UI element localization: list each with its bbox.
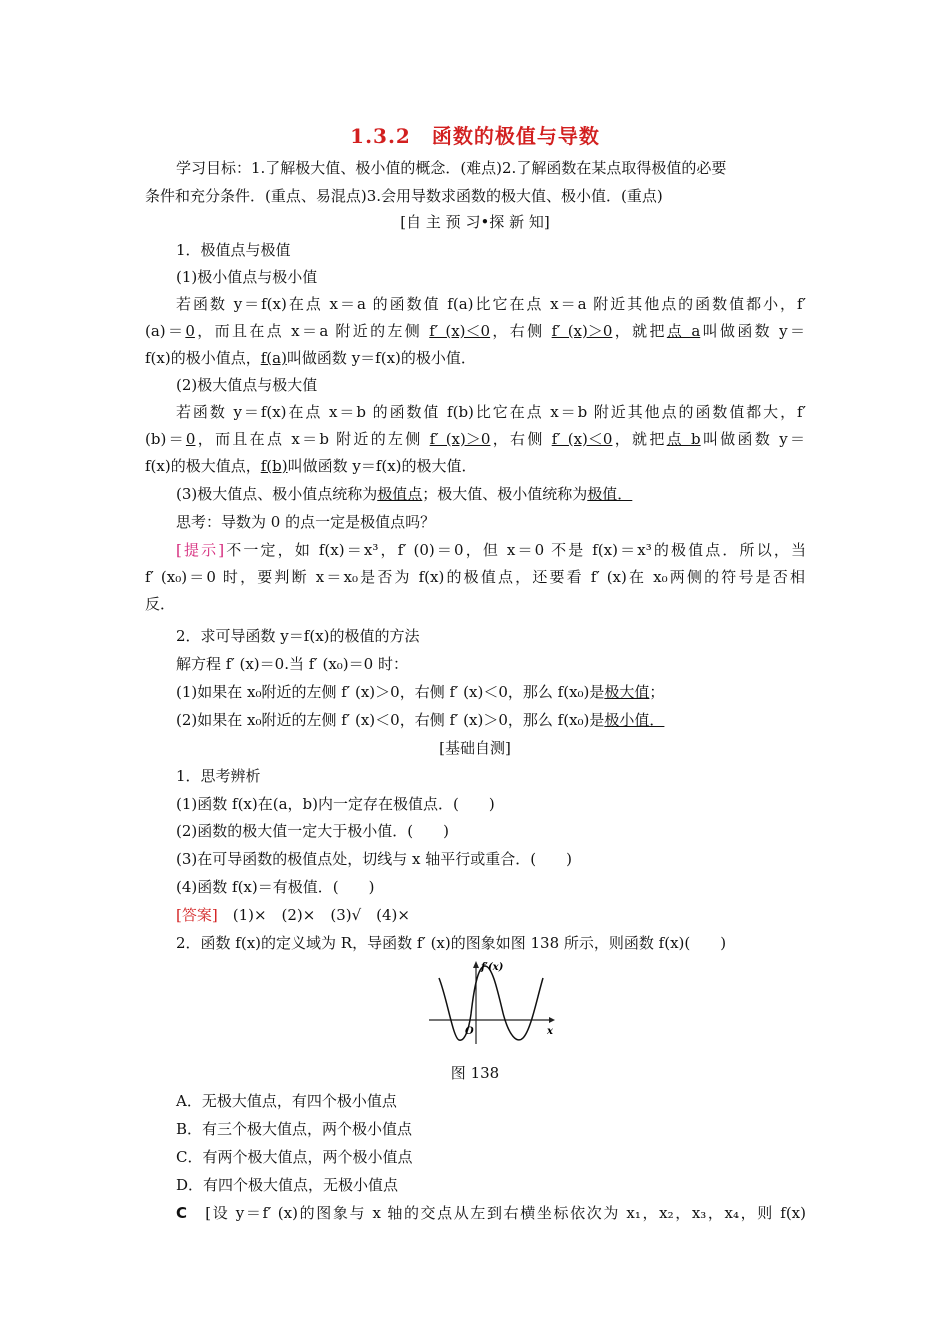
- section-title: 1.3.2 函数的极值与导数: [350, 124, 600, 148]
- point-3-line: (3)极大值点、极小值点统称为极值点；极大值、极小值统称为极值．: [176, 485, 633, 503]
- objectives-line-2: 条件和充分条件．(重点、易混点)3.会用导数求函数的极大值、极小值．(重点): [145, 187, 663, 205]
- objectives-line-1: 学习目标：1.了解极大值、极小值的概念．(难点)2.了解函数在某点取得极值的必要: [176, 159, 727, 177]
- exercise-1-item-4: (4)函数 f(x)＝有极值．( ): [176, 878, 375, 896]
- hint-line-1: [提示]不一定，如 f(x)＝x³，f′ (0)＝0，但 x＝0 不是 f(x)＝x³的极值点．所以，当: [176, 541, 806, 559]
- hint-tag: [提示]: [176, 541, 225, 559]
- y-axis-label: f′(x): [481, 962, 504, 973]
- exercise-1-item-1: (1)函数 f(x)在(a，b)内一定存在极值点．( ): [176, 795, 495, 813]
- option-b: B．有三个极大值点，两个极小值点: [176, 1120, 413, 1138]
- x-axis-label: x: [547, 1026, 553, 1037]
- origin-label: O: [465, 1026, 474, 1037]
- y-axis-arrow: [473, 961, 479, 968]
- option-a: A．无极大值点，有四个极小值点: [176, 1092, 397, 1110]
- heading-1: 1．极值点与极值: [176, 241, 291, 259]
- exercise-1-heading: 1．思考辨析: [176, 767, 261, 785]
- derivative-curve: [439, 966, 543, 1040]
- method-line-2: (1)如果在 x₀附近的左侧 f′ (x)＞0，右侧 f′ (x)＜0，那么 f(x₀)是极大值；: [176, 683, 665, 701]
- x-axis-arrow: [549, 1017, 555, 1023]
- max-paragraph-line-3: f(x)的极大值点，f(b)叫做函数 y＝f(x)的极大值．: [145, 457, 477, 475]
- option-d: D．有四个极大值点，无极小值点: [176, 1176, 399, 1194]
- figure-caption: 图 138: [450, 1064, 500, 1082]
- subheading-max: (2)极大值点与极大值: [176, 376, 318, 394]
- hint-line-3: 反．: [145, 595, 176, 613]
- option-c: C．有两个极大值点，两个极小值点: [176, 1148, 413, 1166]
- hint-line-2: f′ (x₀)＝0 时，要判断 x＝x₀是否为 f(x)的极值点，还要看 f′ (x)在 x₀两侧的符号是否相: [145, 568, 805, 586]
- solution-line: C [设 y＝f′ (x)的图象与 x 轴的交点从左到右横坐标依次为 x₁，x₂，x₃，x₄，则 f(x): [176, 1204, 806, 1222]
- method-line-1: 解方程 f′ (x)＝0.当 f′ (x₀)＝0 时：: [176, 655, 408, 673]
- exercise-2-question: 2．函数 f(x)的定义域为 R，导函数 f′ (x)的图象如图 138 所示，则函数 f(x)( ): [176, 934, 727, 952]
- min-paragraph-line-1: 若函数 y＝f(x)在点 x＝a 的函数值 f(a)比它在点 x＝a 附近其他点的函数值都小，f′: [176, 295, 806, 313]
- exercise-1-answer: [答案] (1)× (2)× (3)√ (4)×: [176, 906, 410, 924]
- answer-tag: [答案]: [176, 906, 218, 924]
- section-header-test: [基础自测]: [439, 739, 511, 757]
- min-paragraph-line-3: f(x)的极小值点，f(a)叫做函数 y＝f(x)的极小值．: [145, 349, 476, 367]
- section-header-preview: [自 主 预 习•探 新 知]: [400, 213, 550, 231]
- exercise-1-item-3: (3)在可导函数的极值点处，切线与 x 轴平行或重合．( ): [176, 850, 572, 868]
- subheading-min: (1)极小值点与极小值: [176, 268, 318, 286]
- exercise-1-item-2: (2)函数的极大值一定大于极小值．( ): [176, 822, 449, 840]
- derivative-graph-figure: [425, 958, 560, 1048]
- max-paragraph-line-1: 若函数 y＝f(x)在点 x＝b 的函数值 f(b)比它在点 x＝b 附近其他点的函数值都大，f′: [176, 403, 806, 421]
- method-line-3: (2)如果在 x₀附近的左侧 f′ (x)＜0，右侧 f′ (x)＞0，那么 f(x₀)是极小值．: [176, 711, 665, 729]
- max-paragraph-line-2: (b)＝0，而且在点 x＝b 附近的左侧 f′ (x)＞0，右侧 f′ (x)＜0，就把点 b叫做函数 y＝: [145, 430, 806, 448]
- think-question: 思考：导数为 0 的点一定是极值点吗？: [176, 513, 436, 531]
- heading-2: 2．求可导函数 y＝f(x)的极值的方法: [176, 627, 420, 645]
- min-paragraph-line-2: (a)＝0，而且在点 x＝a 附近的左侧 f′ (x)＜0，右侧 f′ (x)＞0，就把点 a叫做函数 y＝: [145, 322, 805, 340]
- solution-answer: C: [176, 1204, 188, 1222]
